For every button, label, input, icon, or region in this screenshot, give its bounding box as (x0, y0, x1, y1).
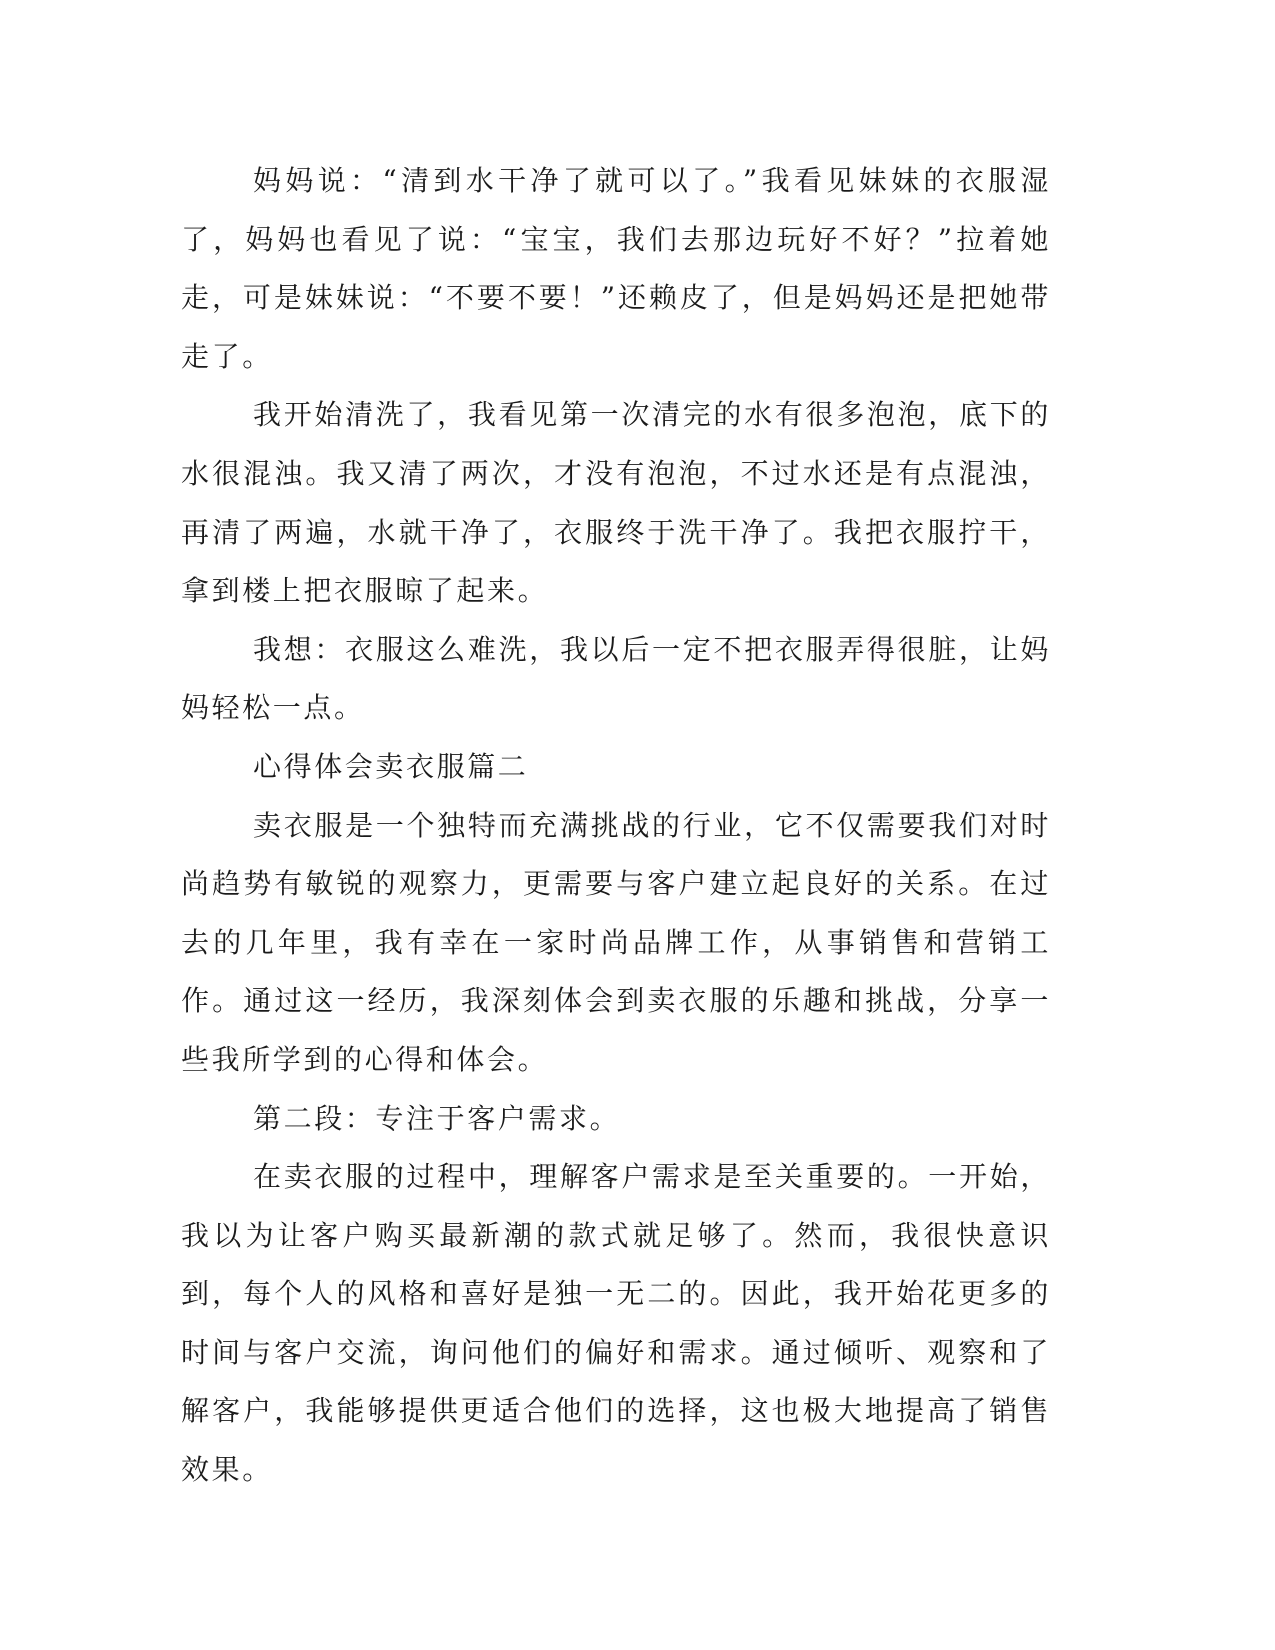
paragraph-intro: 卖衣服是一个独特而充满挑战的行业，它不仅需要我们对时尚趋势有敏锐的观察力，更需要与客户建立起良好的关系。在过去的几年里，我有幸在一家时尚品牌工作，从事销售和营销工作。通过这一经历，我深刻体会到卖衣服的乐趣和挑战，分享一些我所学到的心得和体会。 (181, 808, 1051, 1076)
subsection-heading: 第二段：专注于客户需求。 (253, 1101, 621, 1135)
document-body (181, 152, 1051, 1500)
paragraph-washing: 我开始清洗了，我看见第一次清完的水有很多泡泡，底下的水很混浊。我又清了两次，才没有泡泡，不过水还是有点混浊，再清了两遍，水就干净了，衣服终于洗干净了。我把衣服拧干，拿到楼上把衣服晾了起来。 (181, 398, 1051, 608)
paragraph-reflection: 我想：衣服这么难洗，我以后一定不把衣服弄得很脏，让妈妈轻松一点。 (181, 632, 1051, 725)
section-heading: 心得体会卖衣服篇二 (253, 749, 529, 783)
paragraph-mom-says: 妈妈说：“清到水干净了就可以了。”我看见妹妹的衣服湿了，妈妈也看见了说：“宝宝，我们去那边玩好不好？”拉着她走，可是妹妹说：“不要不要！”还赖皮了，但是妈妈还是把她带走了。 (181, 164, 1051, 373)
paragraph-customer-needs: 在卖衣服的过程中，理解客户需求是至关重要的。一开始，我以为让客户购买最新潮的款式就足够了。然而，我很快意识到，每个人的风格和喜好是独一无二的。因此，我开始花更多的时间与客户交流，询问他们的偏好和需求。通过倾听、观察和了解客户，我能够提供更适合他们的选择，这也极大地提高了销售效果。 (181, 1160, 1051, 1487)
